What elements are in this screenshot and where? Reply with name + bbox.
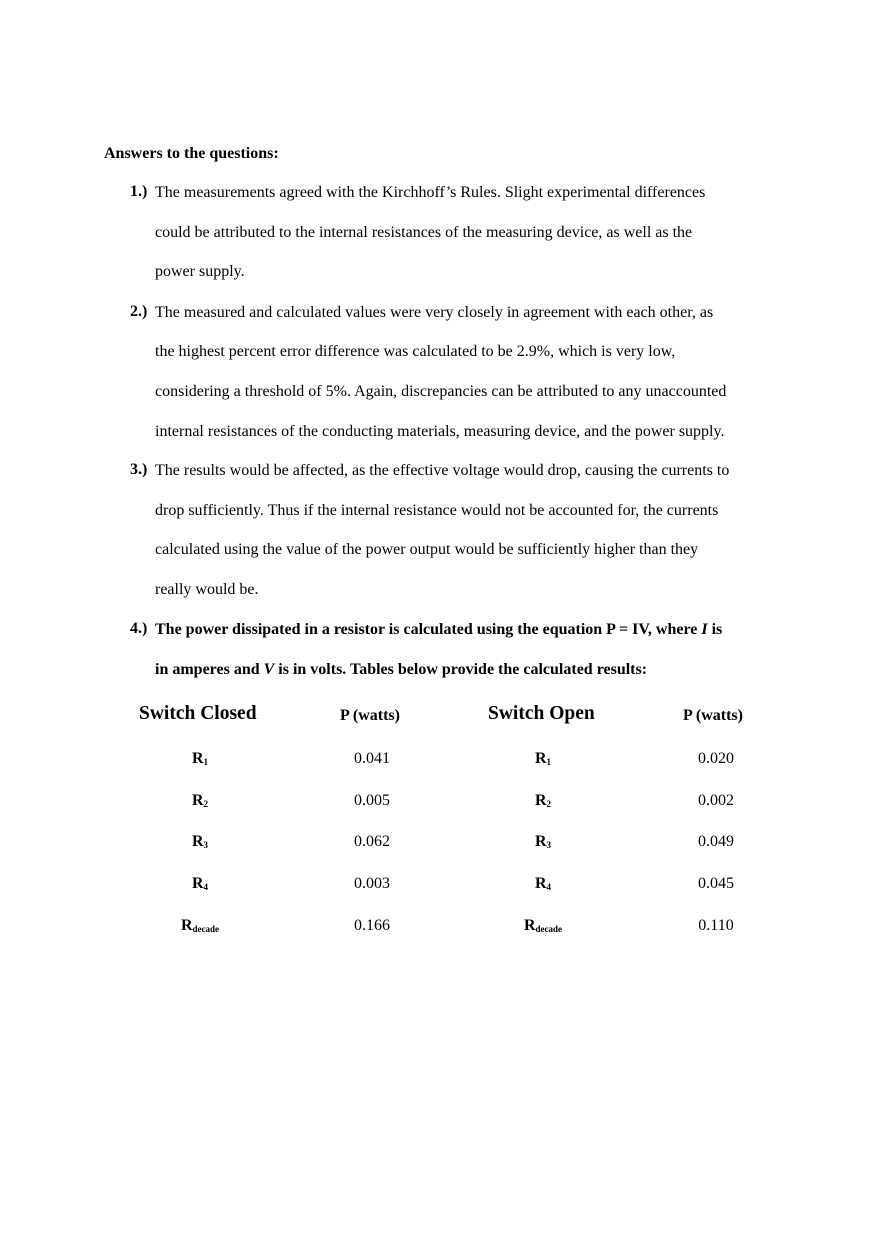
power-value: 0.005 — [354, 792, 390, 809]
resistor-label — [140, 917, 260, 935]
power-value: 0.049 — [698, 833, 734, 850]
switch-closed-title: Switch Closed — [139, 703, 257, 724]
text-part: is — [707, 621, 723, 638]
text-line: could be attributed to the internal resistances of the measuring device, as well as the — [155, 224, 693, 241]
resistor-symbol: R — [191, 792, 204, 809]
resistor-label — [483, 917, 603, 935]
text-line: internal resistances of the conducting materials, measuring device, and the power supply. — [155, 423, 725, 440]
text-part: The power dissipated in a resistor is calculated using the equation P = IV, where — [155, 621, 702, 638]
text-part: in amperes and — [155, 661, 264, 678]
resistor-subscript: 1 — [546, 757, 552, 767]
text-line — [155, 660, 647, 680]
item-number: 1.) — [130, 183, 148, 200]
text-line: calculated using the value of the power output would be sufficiently higher than they — [155, 541, 699, 558]
resistor-symbol: R — [191, 833, 204, 850]
item-number: 2.) — [130, 303, 148, 320]
text-line: The results would be affected, as the effective voltage would drop, causing the currents to — [155, 462, 730, 479]
power-value: 0.041 — [354, 750, 390, 767]
power-value: 0.062 — [354, 833, 390, 850]
resistor-symbol: R — [534, 875, 547, 892]
resistor-symbol: R — [534, 750, 547, 767]
text-line — [155, 620, 722, 640]
text-line: The measured and calculated values were very closely in agreement with each other, as — [155, 304, 714, 321]
variable-i: I — [701, 621, 708, 638]
text-line: power supply. — [155, 263, 245, 280]
resistor-subscript: 2 — [203, 799, 209, 809]
resistor-label — [140, 833, 260, 851]
resistor-label — [483, 875, 603, 893]
resistor-symbol: R — [191, 875, 204, 892]
resistor-symbol: R — [523, 917, 536, 934]
resistor-subscript: 2 — [546, 799, 552, 809]
resistor-subscript: 4 — [546, 882, 552, 892]
resistor-symbol: R — [534, 792, 547, 809]
switch-open-title: Switch Open — [488, 703, 595, 724]
resistor-label — [140, 875, 260, 893]
resistor-symbol: R — [180, 917, 193, 934]
resistor-subscript: 1 — [203, 757, 209, 767]
power-value: 0.110 — [698, 917, 734, 934]
resistor-symbol: R — [534, 833, 547, 850]
resistor-label — [483, 833, 603, 851]
power-value: 0.045 — [698, 875, 734, 892]
power-value: 0.003 — [354, 875, 390, 892]
answers-heading: Answers to the questions: — [104, 145, 279, 162]
resistor-label — [483, 750, 603, 768]
resistor-symbol: R — [191, 750, 204, 767]
text-line: drop sufficiently. Thus if the internal resistance would not be accounted for, the currents — [155, 502, 719, 519]
resistor-label — [483, 792, 603, 810]
text-line: considering a threshold of 5%. Again, discrepancies can be attributed to any unaccounted — [155, 383, 727, 400]
resistor-subscript: decade — [192, 924, 220, 934]
resistor-subscript: decade — [535, 924, 563, 934]
variable-v: V — [263, 661, 275, 678]
resistor-subscript: 3 — [546, 840, 552, 850]
power-value: 0.002 — [698, 792, 734, 809]
item-number: 3.) — [130, 461, 148, 478]
text-line: The measurements agreed with the Kirchhoff’s Rules. Slight experimental differences — [155, 184, 706, 201]
resistor-subscript: 4 — [203, 882, 209, 892]
power-value: 0.166 — [354, 917, 390, 934]
resistor-subscript: 3 — [203, 840, 209, 850]
resistor-label — [140, 792, 260, 810]
text-line: really would be. — [155, 581, 259, 598]
switch-closed-value-header: P (watts) — [340, 707, 400, 724]
resistor-label — [140, 750, 260, 768]
item-number: 4.) — [130, 620, 148, 637]
text-part: is in volts. Tables below provide the calculated results: — [274, 661, 648, 678]
text-line: the highest percent error difference was calculated to be 2.9%, which is very low, — [155, 343, 676, 360]
power-value: 0.020 — [698, 750, 734, 767]
switch-open-value-header: P (watts) — [683, 707, 743, 724]
